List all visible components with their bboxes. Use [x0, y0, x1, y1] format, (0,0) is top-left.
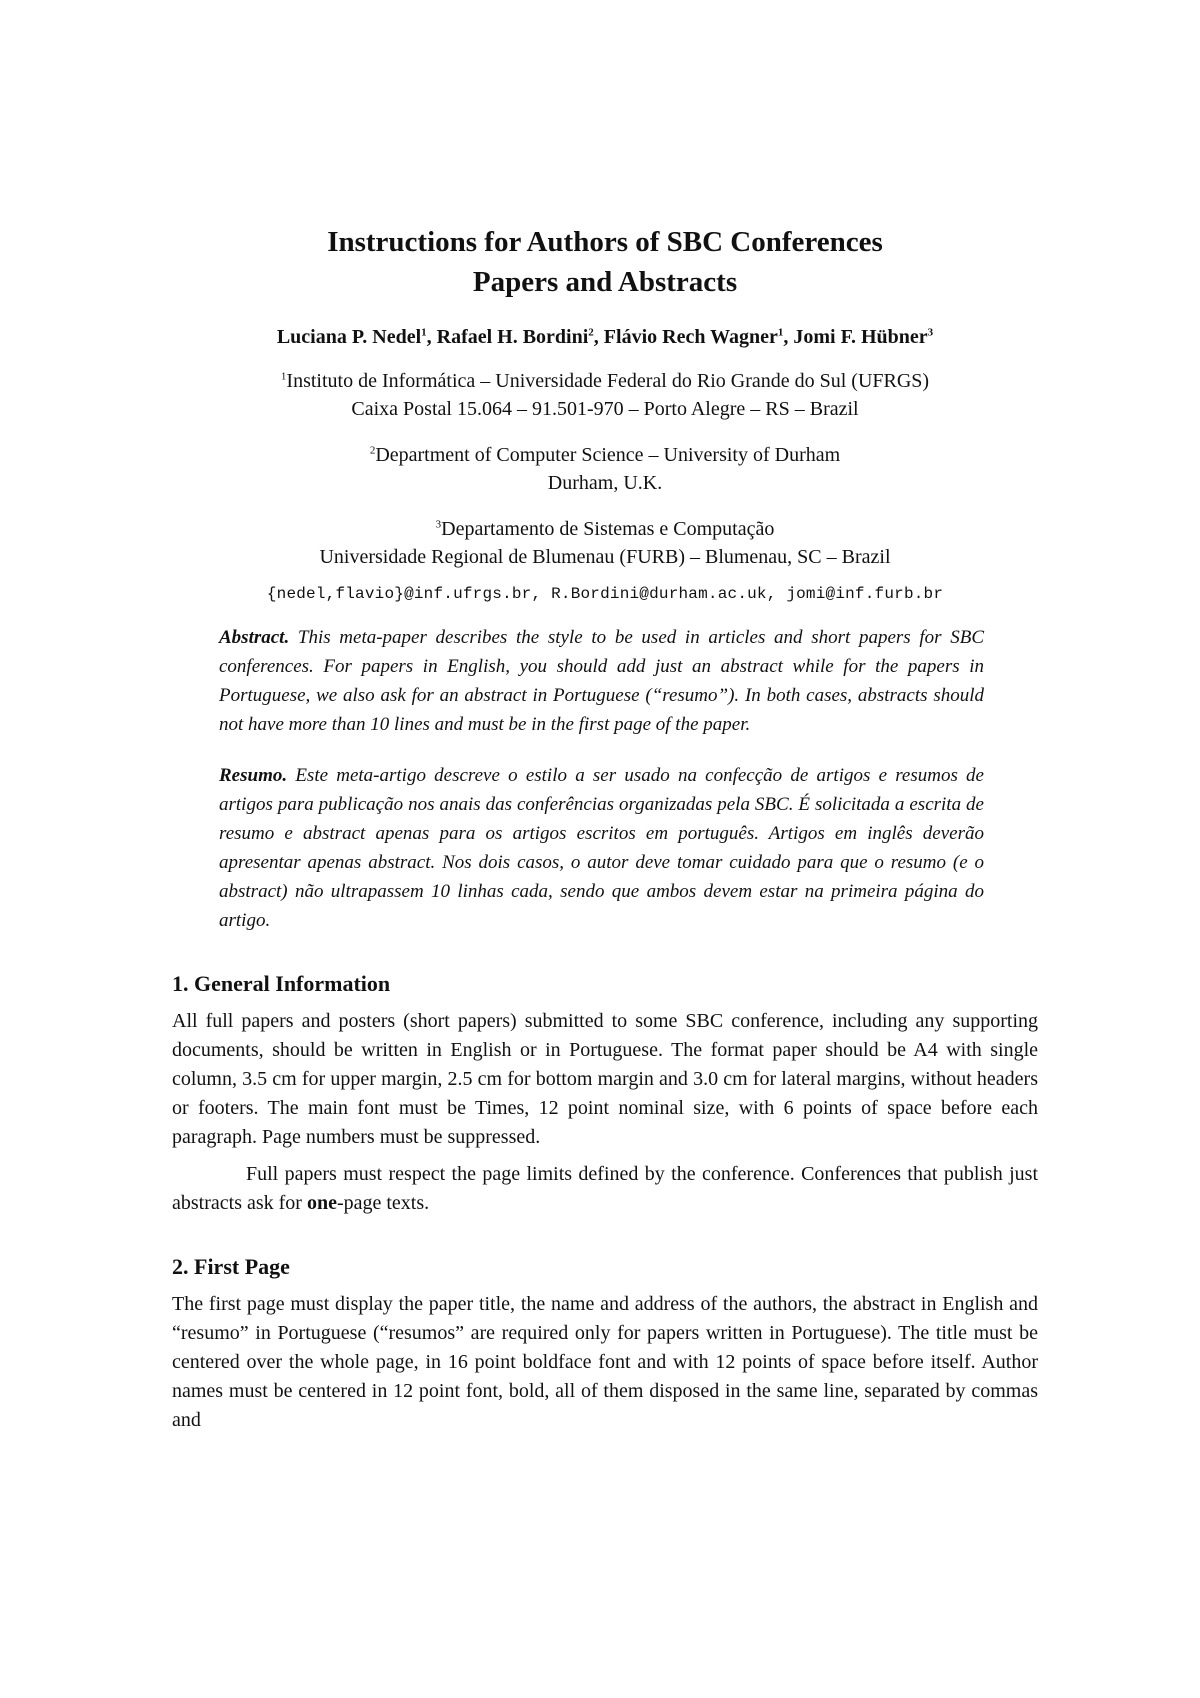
- affiliation-2: [172, 441, 1038, 497]
- affiliation-address: Universidade Regional de Blumenau (FURB) – Blumenau, SC – Brazil: [319, 546, 891, 568]
- author-separator: ,: [593, 326, 604, 348]
- author-name: Flávio Rech Wagner: [603, 326, 778, 348]
- affiliation-3: [172, 515, 1038, 571]
- section-heading-first-page: 2. First Page: [172, 1254, 290, 1279]
- author-affil-mark: 3: [927, 326, 934, 339]
- author-name: Jomi F. Hübner: [793, 326, 928, 348]
- title-line-2: Papers and Abstracts: [472, 266, 738, 298]
- author-name: Rafael H. Bordini: [436, 326, 589, 348]
- affiliation-address: Durham, U.K.: [547, 472, 663, 494]
- affiliation-mark: 2: [369, 444, 376, 457]
- affiliation-1: [172, 367, 1038, 423]
- author-affil-mark: 1: [421, 326, 427, 339]
- affiliation-line: Department of Computer Science – University of Durham: [375, 444, 841, 466]
- paragraph-text: -page texts.: [336, 1192, 430, 1214]
- author-affil-mark: 2: [588, 326, 594, 339]
- affiliation-address: Caixa Postal 15.064 – 91.501-970 – Porto Alegre – RS – Brazil: [351, 398, 859, 420]
- author-name: Luciana P. Nedel: [276, 326, 422, 348]
- title-line-1: Instructions for Authors of SBC Conferences: [327, 226, 883, 258]
- affiliation-mark: 1: [280, 370, 287, 383]
- resumo-label: Resumo.: [219, 765, 288, 786]
- paragraph-text: Full papers must respect the page limits defined by the conference. Conferences that publish just abstracts ask for: [172, 1163, 1038, 1214]
- resumo-block: [219, 761, 984, 935]
- abstract-label: Abstract.: [219, 627, 290, 648]
- author-emails: {nedel,flavio}@inf.ufrgs.br, R.Bordini@durham.ac.uk, jomi@inf.furb.br: [266, 585, 944, 603]
- author-separator: ,: [783, 326, 794, 348]
- section-1-paragraph-2: [172, 1160, 1038, 1218]
- section-2-paragraph-1: The first page must display the paper title, the name and address of the authors, the abstract in English and “resumo” in Portuguese (“resumos” are required only for papers written in Portuguese). The title must be centered over the whole page, in 16 point boldface font and with 12 points of space before itself. Author names must be centered in 12 point font, bold, all of them disposed in the same line, separated by commas and: [172, 1293, 1038, 1431]
- affiliation-line: Instituto de Informática – Universidade Federal do Rio Grande do Sul (UFRGS): [286, 370, 930, 392]
- paper-title: [172, 222, 1038, 302]
- author-affil-mark: 1: [777, 326, 784, 339]
- section-heading-general-information: 1. General Information: [172, 971, 391, 996]
- affiliation-line: Departamento de Sistemas e Computação: [441, 518, 775, 540]
- author-separator: ,: [426, 326, 437, 348]
- abstract-text: This meta-paper describes the style to be used in articles and short papers for SBC conferences. For papers in English, you should add just an abstract while for the papers in Portuguese, we also ask for an abstract in Portuguese (“resumo”). In both cases, abstracts should not have more than 10 lines and must be in the first page of the paper.: [219, 627, 984, 735]
- emphasis-one: one: [306, 1192, 337, 1214]
- abstract-block: [219, 623, 984, 739]
- resumo-text: Este meta-artigo descreve o estilo a ser usado na confecção de artigos e resumos de artigos para publicação nos anais das conferências organizadas pela SBC. É solicitada a escrita de resumo e abstract apenas para os artigos escritos em português. Artigos em inglês deverão apresentar apenas abstract. Nos dois casos, o autor deve tomar cuidado para que o resumo (e o abstract) não ultrapassem 10 linhas cada, sendo que ambos devem estar na primeira página do artigo.: [219, 765, 984, 931]
- section-1-paragraph-1: All full papers and posters (short papers) submitted to some SBC conference, including any supporting documents, should be written in English or in Portuguese. The format paper should be A4 with single column, 3.5 cm for upper margin, 2.5 cm for bottom margin and 3.0 cm for lateral margins, without headers or footers. The main font must be Times, 12 point nominal size, with 6 points of space before each paragraph. Page numbers must be suppressed.: [172, 1010, 1038, 1148]
- author-list: [172, 326, 1038, 349]
- affiliation-mark: 3: [435, 518, 442, 531]
